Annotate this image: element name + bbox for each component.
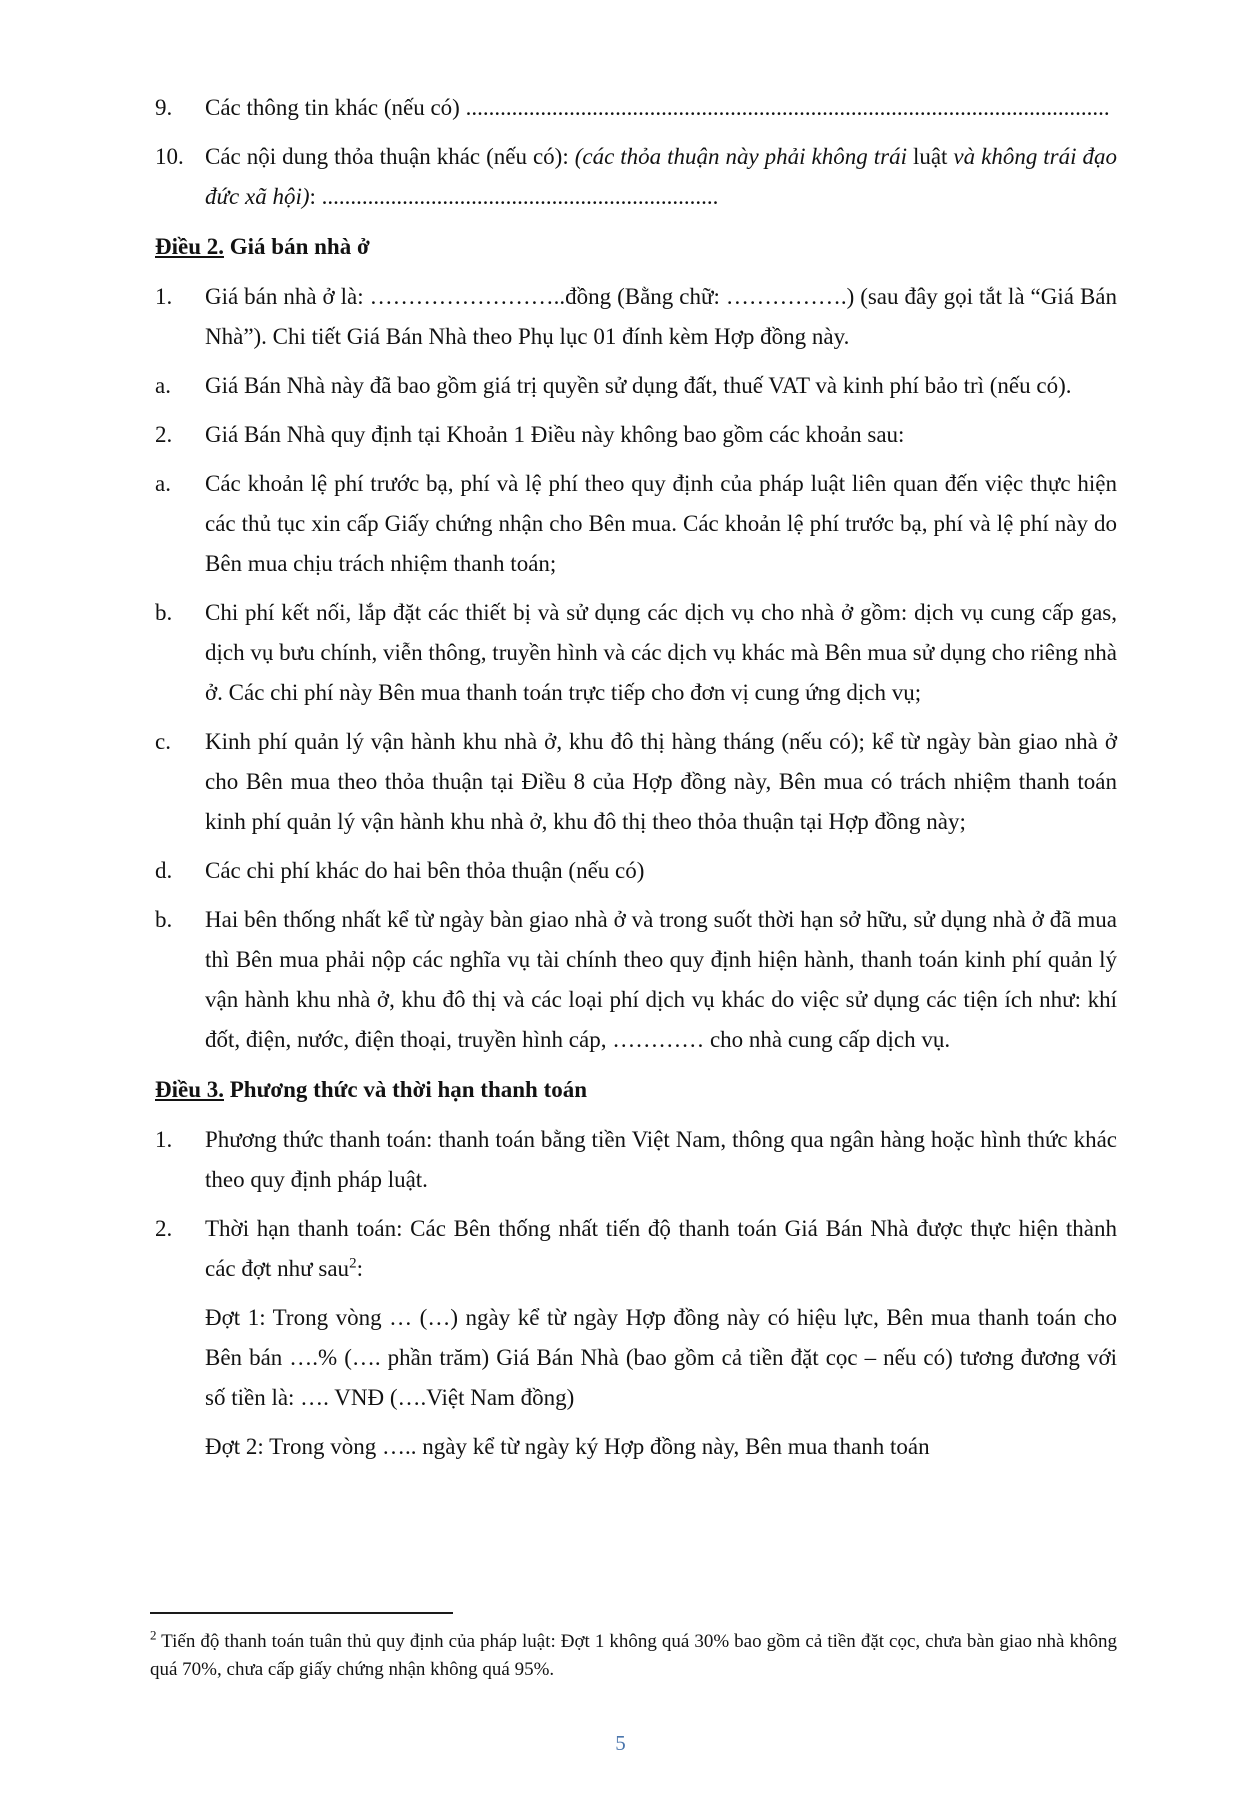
document-body: [155, 88, 1117, 1476]
footnote-reference-mark: 2: [349, 1255, 357, 1272]
footnote: [150, 1628, 1117, 1684]
item10-run-italic-2: và không trái đạo đức xã hội): [205, 144, 1117, 209]
list-item: [155, 722, 1117, 842]
list-item-marker: c.: [155, 729, 171, 754]
item9-text: Các thông tin khác (nếu có): [205, 95, 466, 120]
list-item-marker: 1.: [155, 1127, 173, 1152]
list-item-marker: 2.: [155, 1216, 173, 1241]
heading-title: Phương thức và thời hạn thanh toán: [224, 1077, 588, 1102]
heading-label: Điều 3.: [155, 1077, 224, 1102]
list-item-text: Phương thức thanh toán: thanh toán bằng tiền Việt Nam, thông qua ngân hàng hoặc hình thức khác theo quy định pháp luật.: [205, 1127, 1117, 1192]
dotted-blank-line: .....................................................................: [321, 184, 719, 209]
list-item-text: Các chi phí khác do hai bên thỏa thuận (nếu có): [205, 858, 645, 883]
list-item-marker: 9.: [155, 95, 173, 120]
item10-run-italic-1: (các thỏa thuận này phải không trái: [574, 144, 907, 169]
list-item-marker: 10.: [155, 144, 184, 169]
item10-run-normal-3: :: [309, 184, 322, 209]
list-item-marker: b.: [155, 907, 173, 932]
list-item-text: Hai bên thống nhất kể từ ngày bàn giao nhà ở và trong suốt thời hạn sở hữu, sử dụng nhà ở đã mua thì Bên mua phải nộp các nghĩa vụ tài chính theo quy định hiện hành, thanh toán kinh phí quản lý vận hành khu nhà ở, khu đô thị và các loại phí dịch vụ khác do việc sử dụng các tiện ích như: khí đốt, điện, nước, điện thoại, truyền hình cáp, ………… cho nhà cung cấp dịch vụ.: [205, 907, 1117, 1052]
item-text-before-footnote-ref: Thời hạn thanh toán: Các Bên thống nhất tiến độ thanh toán Giá Bán Nhà được thực hiện thành các đợt như sau: [205, 1216, 1117, 1281]
list-item-text: Giá Bán Nhà này đã bao gồm giá trị quyền sử dụng đất, thuế VAT và kinh phí bảo trì (nếu có).: [205, 373, 1072, 398]
list-item-marker: 1.: [155, 284, 173, 309]
list-item: [155, 593, 1117, 713]
list-item-text: [205, 137, 1117, 217]
list-item-text: Kinh phí quản lý vận hành khu nhà ở, khu đô thị hàng tháng (nếu có); kể từ ngày bàn giao nhà ở cho Bên mua theo thỏa thuận tại Điều 8 của Hợp đồng này, Bên mua có trách nhiệm thanh toán kinh phí quản lý vận hành khu nhà ở, khu đô thị theo thỏa thuận tại Hợp đồng này;: [205, 729, 1117, 834]
list-item: [155, 900, 1117, 1060]
list-item-9: [155, 88, 1117, 128]
list-item: [155, 851, 1117, 891]
list-item: [155, 277, 1117, 357]
list-item-marker: a.: [155, 471, 171, 496]
list-item: [155, 415, 1117, 455]
page-number: 5: [615, 1731, 626, 1755]
section-heading-article-3: [155, 1070, 1117, 1110]
section-heading-article-2: [155, 227, 1117, 267]
heading-title: Giá bán nhà ở: [224, 234, 370, 259]
item10-run-normal-1: Các nội dung thỏa thuận khác (nếu có):: [205, 144, 575, 169]
heading-label: Điều 2.: [155, 234, 224, 259]
footnote-text: Tiến độ thanh toán tuân thủ quy định của pháp luật: Đợt 1 không quá 30% bao gồm cả tiền đặt cọc, chưa bàn giao nhà không quá 70%, chưa cấp giấy chứng nhận không quá 95%.: [150, 1631, 1117, 1680]
footnote-area: [150, 1612, 1117, 1684]
list-item-marker: d.: [155, 858, 173, 883]
list-item: [155, 464, 1117, 584]
item-text-after-footnote-ref: :: [356, 1256, 363, 1281]
payment-installment-2-paragraph: Đợt 2: Trong vòng ….. ngày kể từ ngày ký Hợp đồng này, Bên mua thanh toán: [205, 1434, 930, 1459]
list-item-marker: 2.: [155, 422, 173, 447]
list-item-marker: a.: [155, 373, 171, 398]
list-item: [155, 1209, 1117, 1289]
list-item-text: Giá bán nhà ở là: ……………………..đồng (Bằng chữ: …………….) (sau đây gọi tắt là “Giá Bán Nhà”). Chi tiết Giá Bán Nhà theo Phụ lục 01 đính kèm Hợp đồng này.: [205, 284, 1117, 349]
list-item-text: [205, 88, 1117, 128]
list-item-text: Giá Bán Nhà quy định tại Khoản 1 Điều này không bao gồm các khoản sau:: [205, 422, 905, 447]
list-item: [155, 366, 1117, 406]
footnote-separator: [150, 1612, 453, 1614]
list-item-text: [205, 1209, 1117, 1289]
footnote-number: 2: [150, 1627, 157, 1643]
list-item-marker: b.: [155, 600, 173, 625]
payment-installment-1-paragraph: Đợt 1: Trong vòng … (…) ngày kể từ ngày Hợp đồng này có hiệu lực, Bên mua thanh toán cho Bên bán ….% (…. phần trăm) Giá Bán Nhà (bao gồm cả tiền đặt cọc – nếu có) tương đương với số tiền là: …. VNĐ (….Việt Nam đồng): [205, 1305, 1117, 1410]
dotted-blank-line: ................................................................................................................: [465, 95, 1110, 120]
list-item-text: Chi phí kết nối, lắp đặt các thiết bị và sử dụng các dịch vụ cho nhà ở gồm: dịch vụ cung cấp gas, dịch vụ bưu chính, viễn thông, truyền hình và các dịch vụ khác mà Bên mua sử dụng cho riêng nhà ở. Các chi phí này Bên mua thanh toán trực tiếp cho đơn vị cung ứng dịch vụ;: [205, 600, 1117, 705]
list-item-10: [155, 137, 1117, 217]
item10-run-normal-2: luật: [906, 144, 954, 169]
list-item-text: Các khoản lệ phí trước bạ, phí và lệ phí theo quy định của pháp luật liên quan đến việc thực hiện các thủ tục xin cấp Giấy chứng nhận cho Bên mua. Các khoản lệ phí trước bạ, phí và lệ phí này do Bên mua chịu trách nhiệm thanh toán;: [205, 471, 1117, 576]
list-item: [155, 1120, 1117, 1200]
